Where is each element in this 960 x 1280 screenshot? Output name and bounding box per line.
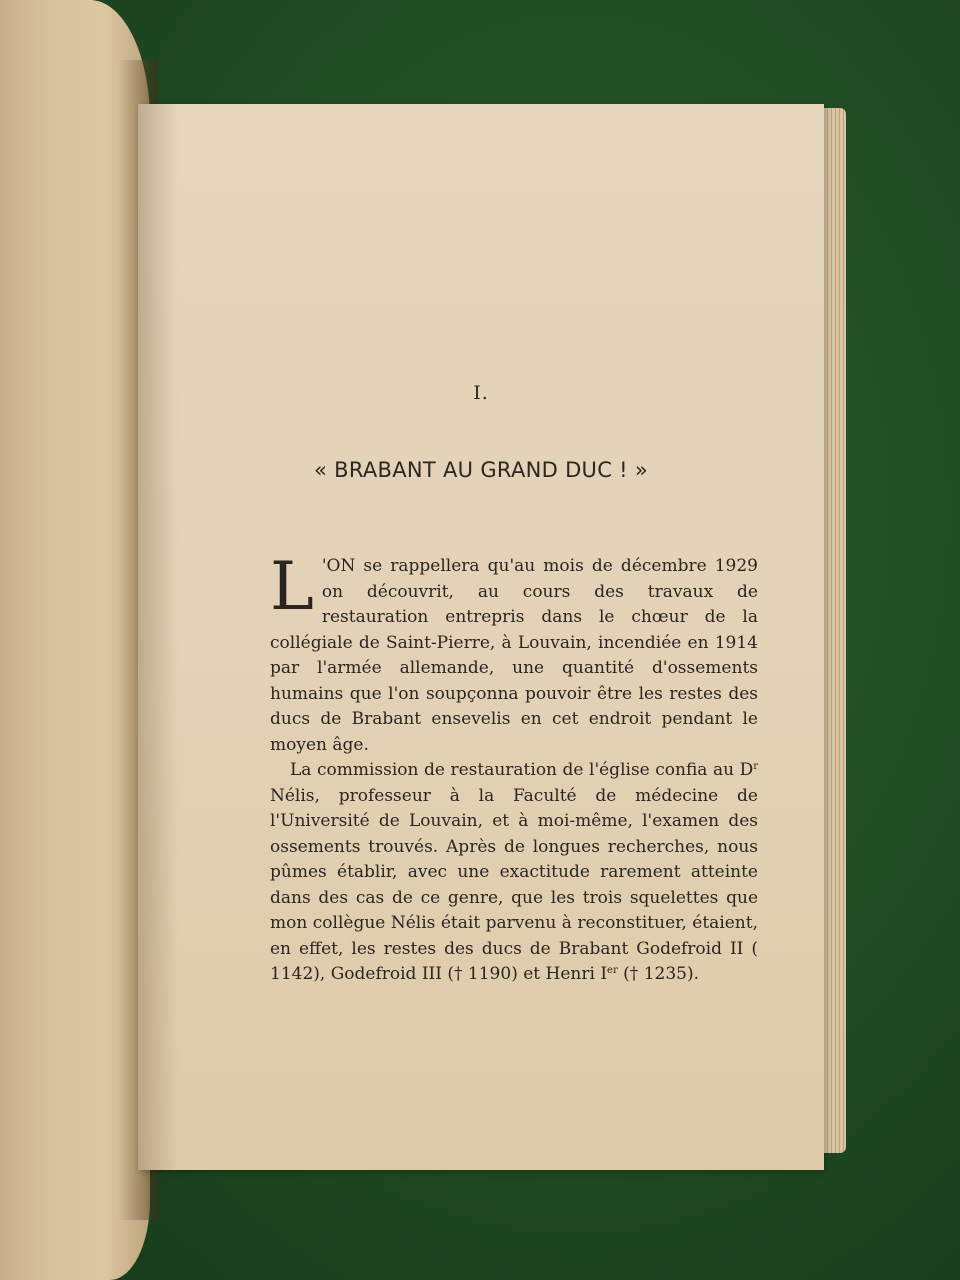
body-text xyxy=(270,548,758,988)
paragraph-2 xyxy=(270,758,758,988)
paragraph-1 xyxy=(270,548,758,758)
drop-cap: L xyxy=(270,548,314,625)
paragraph-2-intro: La commission de restauration de l'église confia au D xyxy=(290,760,754,780)
chapter-number: I. xyxy=(473,382,489,404)
paragraph-2-end: († 1235). xyxy=(617,964,699,984)
paragraph-1-text: 'ON se rappellera qu'au mois de décembre 1929 on découvrit, au cours des travaux de restauration entrepris dans le chœur de la collégiale de Saint-Pierre, à Louvain, incendiée en 1914 par l'armée allemande, une quantité d'ossements humains que l'on soupçonna pouvoir être les restes des ducs de Brabant ensevelis en cet endroit pendant le moyen âge. xyxy=(270,556,758,755)
chapter-title: « BRABANT AU GRAND DUC ! » xyxy=(314,458,648,482)
book-page xyxy=(138,104,824,1170)
paragraph-2-intro-sup: r xyxy=(753,761,758,772)
paragraph-2-middle: Nélis, professeur à la Faculté de médecine de l'Université de Louvain, et à moi-même, l'examen des ossements trouvés. Après de longues recherches, nous pûmes établir, avec une exactitude rarement atteinte dans des cas de ce genre, que les trois squelettes que mon collègue Nélis était parvenu à reconstituer, étaient, en effet, les restes des ducs de Brabant Godefroid II ( 1142), Godefroid III († 1190) et Henri I xyxy=(270,785,758,984)
paragraph-2-end-sup: er xyxy=(607,965,618,976)
